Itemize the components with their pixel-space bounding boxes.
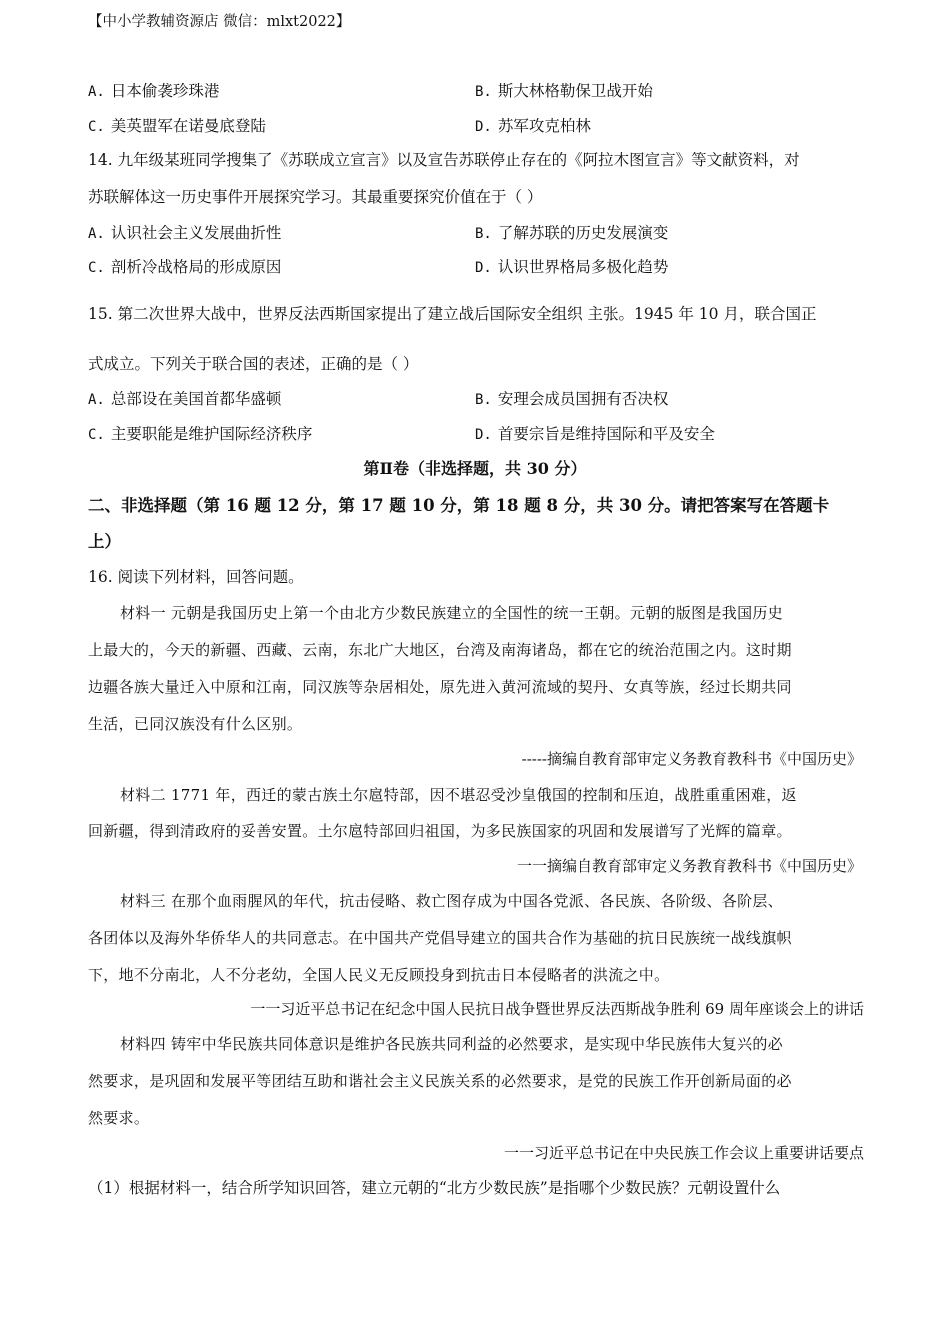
q14-option-a: A. 认识社会主义发展曲折性: [88, 224, 282, 242]
section-heading-line1: 二、非选择题（第 16 题 12 分，第 17 题 10 分，第 18 题 8 分，共 30 分。请把答案写在答题卡: [88, 496, 830, 515]
material2-line: 材料二 1771 年，西迁的蒙古族土尔扈特部，因不堪忍受沙皇俄国的控制和压迫，战胜重重困难，返: [120, 786, 797, 804]
material4-line: 然要求。: [88, 1109, 150, 1127]
q15-option-c: C. 主要职能是维护国际经济秩序: [88, 425, 313, 443]
q15-option-a: A. 总部设在美国首都华盛顿: [88, 390, 282, 408]
material1-line: 上最大的，今天的新疆、西藏、云南，东北广大地区，台湾及南海诸岛，都在它的统治范围之内。这时期: [88, 641, 792, 659]
q15-stem-line2: 式成立。下列关于联合国的表述，正确的是（ ）: [88, 355, 419, 373]
material1-line: 边疆各族大量迁入中原和江南，同汉族等杂居相处，原先进入黄河流域的契丹、女真等族，经过长期共同: [88, 678, 792, 696]
q13-option-b: B. 斯大林格勒保卫战开始: [475, 82, 653, 100]
q15-option-d: D. 首要宗旨是维持国际和平及安全: [475, 425, 715, 443]
q14-stem-line2: 苏联解体这一历史事件开展探究学习。其最重要探究价值在于（ ）: [88, 188, 543, 206]
material2-line: 回新疆，得到清政府的妥善安置。土尔扈特部回归祖国，为多民族国家的巩固和发展谱写了光辉的篇章。: [88, 822, 792, 840]
q16-intro: 16. 阅读下列材料，回答问题。: [88, 568, 304, 586]
q14-option-d: D. 认识世界格局多极化趋势: [475, 258, 669, 276]
q14-option-c: C. 剖析冷战格局的形成原因: [88, 258, 282, 276]
section-heading-line2: 上）: [88, 532, 121, 551]
volume-title: 第Ⅱ卷（非选择题，共 30 分）: [363, 459, 587, 478]
material1-source: -----摘编自教育部审定义务教育教科书《中国历史》: [521, 750, 862, 768]
q14-option-b: B. 了解苏联的历史发展演变: [475, 224, 669, 242]
material1-line: 材料一 元朝是我国历史上第一个由北方少数民族建立的全国性的统一王朝。元朝的版图是我国历史: [120, 604, 783, 622]
material4-source: 一一习近平总书记在中央民族工作会议上重要讲话要点: [503, 1144, 864, 1162]
material1-line: 生活，已同汉族没有什么区别。: [88, 715, 303, 733]
watermark-header: 【中小学教辅资源店 微信：mlxt2022】: [88, 14, 351, 30]
q13-option-a: A. 日本偷袭珍珠港: [88, 82, 220, 100]
material3-line: 各团体以及海外华侨华人的共同意志。在中国共产党倡导建立的国共合作为基础的抗日民族统一战线旗帜: [88, 929, 792, 947]
material3-line: 材料三 在那个血雨腥风的年代，抗击侵略、救亡图存成为中国各党派、各民族、各阶级、各阶层、: [120, 892, 783, 910]
q15-option-b: B. 安理会成员国拥有否决权: [475, 390, 669, 408]
material4-line: 材料四 铸牢中华民族共同体意识是维护各民族共同利益的必然要求，是实现中华民族伟大复兴的必: [120, 1035, 783, 1053]
material4-line: 然要求，是巩固和发展平等团结互助和谐社会主义民族关系的必然要求，是党的民族工作开创新局面的必: [88, 1072, 792, 1090]
q13-option-d: D. 苏军攻克柏林: [475, 117, 591, 135]
q16-subquestion-1: （1）根据材料一，结合所学知识回答，建立元朝的“北方少数民族”是指哪个少数民族？元朝设置什么: [88, 1179, 781, 1197]
q15-stem-line1: 15. 第二次世界大战中，世界反法西斯国家提出了建立战后国际安全组织 主张。1945 年 10 月，联合国正: [88, 305, 817, 323]
q14-stem-line1: 14. 九年级某班同学搜集了《苏联成立宣言》以及宣告苏联停止存在的《阿拉木图宣言》等文献资料，对: [88, 151, 800, 169]
material2-source: 一一摘编自教育部审定义务教育教科书《中国历史》: [516, 857, 862, 875]
material3-source: 一一习近平总书记在纪念中国人民抗日战争暨世界反法西斯战争胜利 69 周年座谈会上的讲话: [250, 1000, 864, 1018]
q13-option-c: C. 美英盟军在诺曼底登陆: [88, 117, 266, 135]
material3-line: 下，地不分南北，人不分老幼，全国人民义无反顾投身到抗击日本侵略者的洪流之中。: [88, 966, 670, 984]
